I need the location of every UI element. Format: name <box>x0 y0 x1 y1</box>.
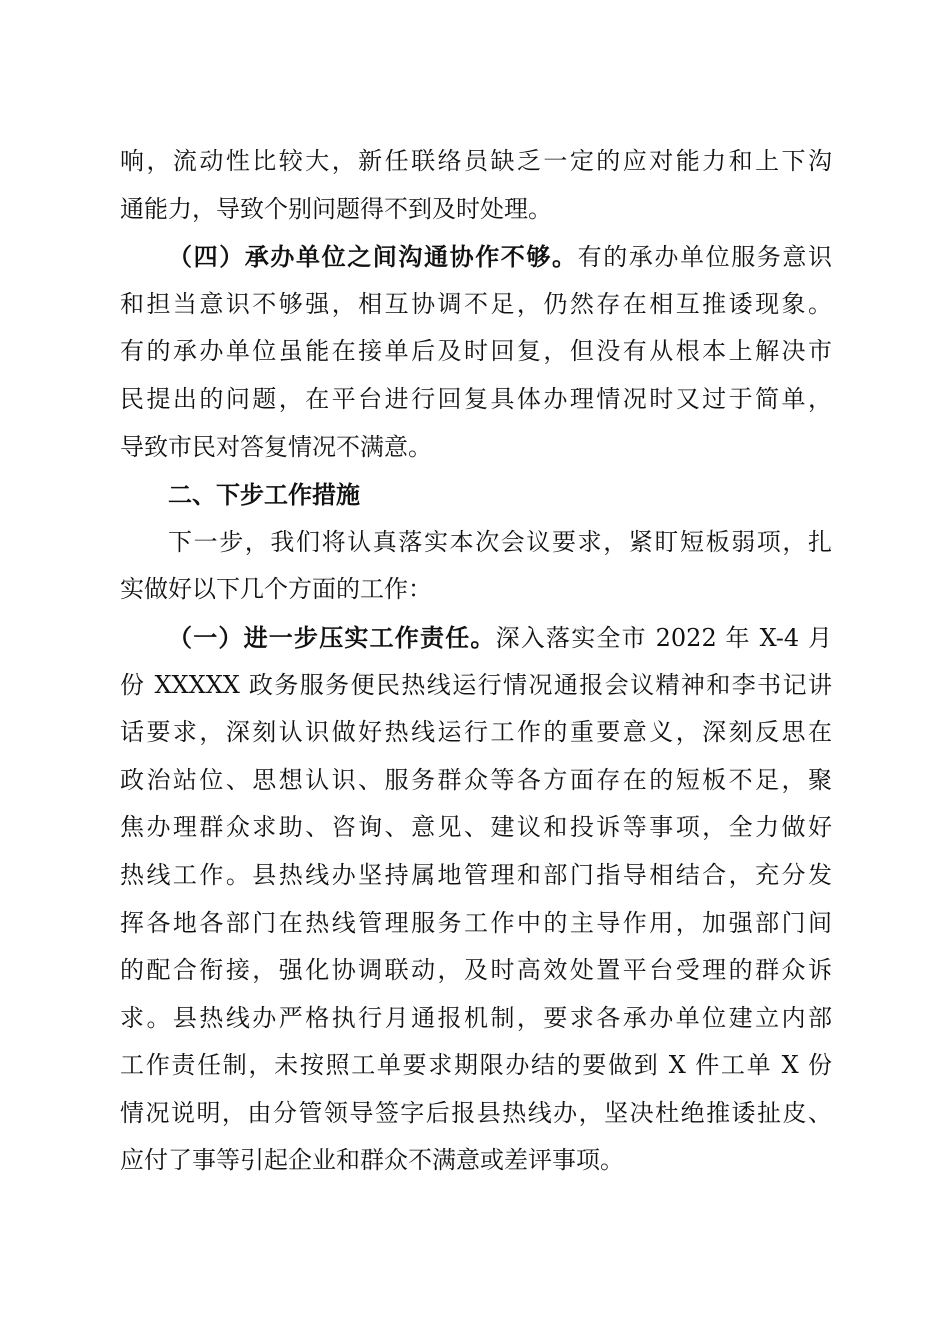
section-heading-1: （一）进一步压实工作责任。 <box>168 622 496 652</box>
text-line-12: 份 XXXXX 政务服务便民热线运行情况通报会议精神和李书记讲 <box>120 670 832 699</box>
text-line-21: 情况说明，由分管领导签字后报县热线办，坚决杜绝推诿扯皮、 <box>120 1098 832 1127</box>
text-line-22: 应付了事等引起企业和群众不满意或差评事项。 <box>120 1146 624 1175</box>
document-body <box>120 138 832 1185</box>
text-line-4: 和担当意识不够强，相互协调不足，仍然存在相互推诿现象。 <box>120 289 832 318</box>
text-line-17: 挥各地各部门在热线管理服务工作中的主导作用，加强部门间 <box>120 908 832 937</box>
text-line-14: 政治站位、思想认识、服务群众等各方面存在的短板不足，聚 <box>120 765 832 794</box>
text-line-2: 通能力，导致个别问题得不到及时处理。 <box>120 194 552 223</box>
text-line-19: 求。县热线办严格执行月通报机制，要求各承办单位建立内部 <box>120 1003 832 1032</box>
section-heading-4: （四）承办单位之间沟通协作不够。 <box>168 242 578 272</box>
text-line-16: 热线工作。县热线办坚持属地管理和部门指导相结合，充分发 <box>120 860 832 889</box>
text-line-6: 民提出的问题，在平台进行回复具体办理情况时又过于简单， <box>120 384 832 413</box>
text-line-10: 实做好以下几个方面的工作： <box>120 575 432 604</box>
text-line-7: 导致市民对答复情况不满意。 <box>120 432 432 461</box>
section-title-next-steps: 二、下步工作措施 <box>168 480 360 510</box>
text-line-3: （四）承办单位之间沟通协作不够。有的承办单位服务意识 <box>168 242 833 272</box>
text-line-20: 工作责任制，未按照工单要求期限办结的要做到 X 件工单 X 份 <box>120 1051 832 1080</box>
text-line-11: （一）进一步压实工作责任。深入落实全市 2022 年 X-4 月 <box>168 622 833 652</box>
text-line-15: 焦办理群众求助、咨询、意见、建议和投诉等事项，全力做好 <box>120 813 832 842</box>
text-line-18: 的配合衔接，强化协调联动，及时高效处置平台受理的群众诉 <box>120 956 832 985</box>
text-line-13: 话要求，深刻认识做好热线运行工作的重要意义，深刻反思在 <box>120 718 832 747</box>
text-line-1: 响，流动性比较大，新任联络员缺乏一定的应对能力和上下沟 <box>120 147 832 175</box>
text-line-5: 有的承办单位虽能在接单后及时回复，但没有从根本上解决市 <box>120 337 832 366</box>
text-line-9: 下一步，我们将认真落实本次会议要求，紧盯短板弱项，扎 <box>168 527 832 556</box>
